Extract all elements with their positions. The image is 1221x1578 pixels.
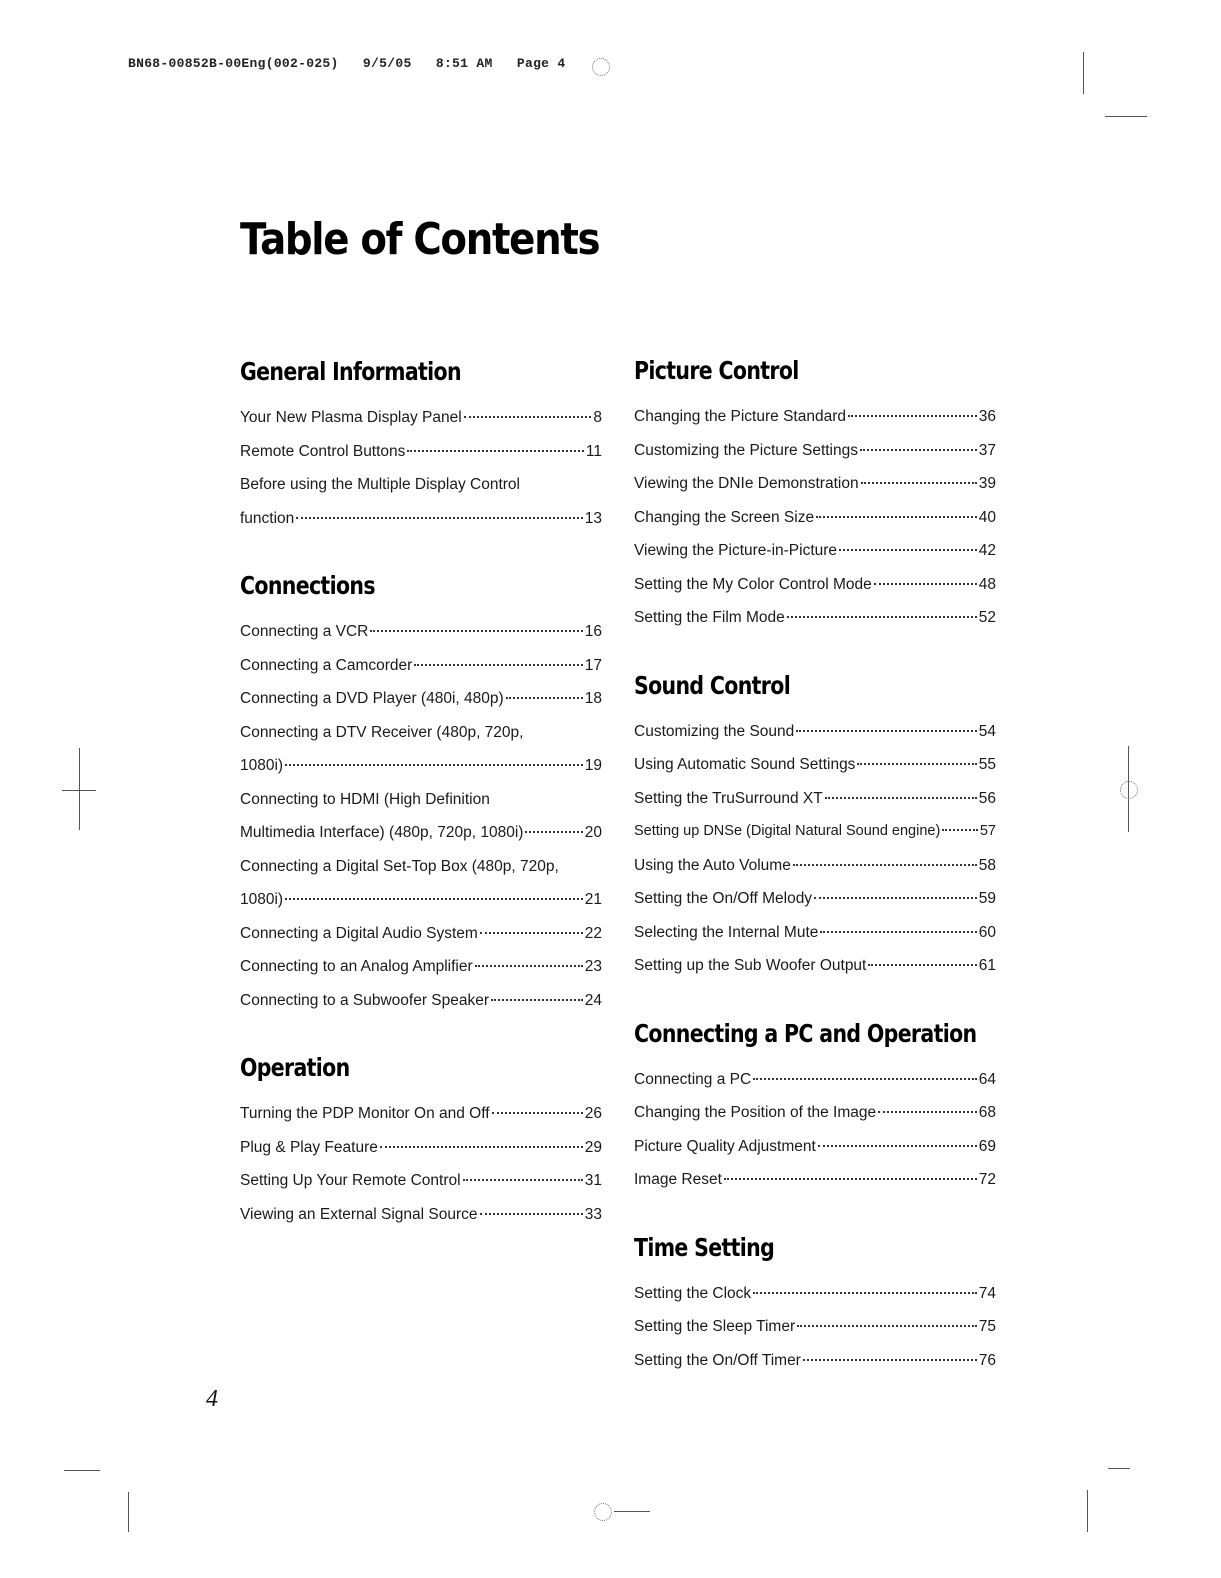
dot-leader xyxy=(414,664,582,666)
toc-entry xyxy=(634,882,996,916)
entry-page: 19 xyxy=(584,757,602,774)
entry-label: Changing the Screen Size xyxy=(634,508,815,526)
entry-page: 54 xyxy=(978,722,996,740)
toc-entry xyxy=(240,468,602,502)
entry-label: 1080i) xyxy=(240,757,284,774)
entry-page: 52 xyxy=(978,609,996,626)
toc-entry xyxy=(634,815,996,849)
crop-mark xyxy=(79,748,80,830)
entry-label: Changing the Picture Standard xyxy=(634,408,846,425)
crop-mark xyxy=(1083,52,1084,94)
registration-mark xyxy=(592,58,610,76)
dot-leader xyxy=(816,516,977,518)
toc-section xyxy=(634,1233,996,1378)
toc-section xyxy=(240,1053,602,1231)
toc-entry xyxy=(240,883,602,917)
toc-entry xyxy=(240,1097,602,1131)
section-heading: Picture Control xyxy=(634,356,799,385)
entry-label: Your New Plasma Display Panel xyxy=(240,409,462,426)
toc-entry xyxy=(634,949,996,983)
toc-entry xyxy=(634,916,996,950)
entry-label: Connecting to a Subwoofer Speaker xyxy=(240,991,490,1009)
crop-mark xyxy=(1087,1490,1088,1532)
entry-label: Viewing the DNIe Demonstration xyxy=(634,475,859,492)
entry-page: 24 xyxy=(584,991,602,1009)
toc-section xyxy=(634,671,996,983)
entry-page: 74 xyxy=(978,1284,996,1302)
crop-mark xyxy=(1105,116,1147,117)
entry-page: 26 xyxy=(584,1105,602,1122)
entry-page: 69 xyxy=(978,1137,996,1155)
dot-leader xyxy=(861,482,977,484)
dot-leader xyxy=(874,583,977,585)
toc-section xyxy=(634,1019,996,1197)
toc-section xyxy=(240,571,602,1017)
dot-leader xyxy=(724,1178,977,1180)
entry-label: Viewing the Picture-in-Picture xyxy=(634,542,838,559)
dot-leader xyxy=(480,1213,583,1215)
entry-page: 61 xyxy=(978,957,996,974)
toc-entry xyxy=(240,1198,602,1232)
entry-page: 13 xyxy=(584,509,602,527)
toc-right-column xyxy=(634,356,996,1413)
page-title: Table of Contents xyxy=(240,214,600,265)
toc-entry xyxy=(634,1163,996,1197)
entry-label: Connecting a DVD Player (480i, 480p) xyxy=(240,690,504,707)
dot-leader xyxy=(407,450,583,452)
entry-label: Turning the PDP Monitor On and Off xyxy=(240,1105,490,1122)
dot-leader xyxy=(285,898,583,900)
toc-entry xyxy=(240,615,602,649)
dot-leader xyxy=(793,864,977,866)
toc-entry xyxy=(240,749,602,783)
entry-label: Viewing an External Signal Source xyxy=(240,1205,478,1223)
entry-label: Connecting a Camcorder xyxy=(240,656,413,674)
dot-leader xyxy=(506,697,583,699)
dot-leader xyxy=(787,616,977,618)
entry-label: Setting the TruSurround XT xyxy=(634,789,823,807)
dot-leader xyxy=(825,797,977,799)
toc-entry xyxy=(634,1310,996,1344)
entry-label: Before using the Multiple Display Control xyxy=(240,476,520,493)
toc-entry xyxy=(634,534,996,568)
section-heading: Connections xyxy=(240,571,375,600)
toc-entry xyxy=(634,467,996,501)
entry-page: 29 xyxy=(584,1138,602,1156)
dot-leader xyxy=(492,1112,583,1114)
dot-leader xyxy=(480,932,583,934)
toc-entry xyxy=(240,816,602,850)
entry-label: Setting the On/Off Timer xyxy=(634,1351,801,1369)
entry-label: Changing the Position of the Image xyxy=(634,1104,877,1121)
entry-label: Connecting a PC xyxy=(634,1070,752,1088)
dot-leader xyxy=(525,831,582,833)
entry-label: Connecting to an Analog Amplifier xyxy=(240,958,473,975)
section-heading: Time Setting xyxy=(634,1232,775,1262)
toc-entry xyxy=(240,716,602,750)
entry-page: 23 xyxy=(584,958,602,975)
entry-label: Connecting a Digital Set-Top Box (480p, 720p, xyxy=(240,857,559,875)
toc-entry xyxy=(240,1131,602,1165)
toc-entry xyxy=(634,568,996,602)
entry-page: 64 xyxy=(978,1070,996,1088)
entry-page: 56 xyxy=(978,789,996,807)
entry-page: 8 xyxy=(593,409,602,426)
toc-entry xyxy=(240,682,602,716)
entry-label: Connecting a DTV Receiver (480p, 720p, xyxy=(240,723,524,741)
entry-page: 60 xyxy=(978,923,996,941)
entry-page: 22 xyxy=(584,924,602,942)
dot-leader xyxy=(803,1359,977,1361)
entry-label: Setting Up Your Remote Control xyxy=(240,1172,461,1189)
entry-page: 20 xyxy=(584,824,602,841)
entry-page: 31 xyxy=(584,1172,602,1189)
toc-entry xyxy=(634,400,996,434)
section-heading: General Information xyxy=(240,357,461,386)
dot-leader xyxy=(839,549,977,551)
entry-page: 68 xyxy=(978,1104,996,1121)
entry-label: 1080i) xyxy=(240,891,284,908)
dot-leader xyxy=(753,1292,977,1294)
toc-entry xyxy=(240,1164,602,1198)
entry-page: 37 xyxy=(978,441,996,459)
toc-entry xyxy=(240,984,602,1018)
dot-leader xyxy=(820,931,976,933)
toc-entry xyxy=(634,501,996,535)
entry-page: 75 xyxy=(978,1318,996,1335)
entry-label: Picture Quality Adjustment xyxy=(634,1137,816,1155)
entry-label: Customizing the Sound xyxy=(634,722,795,740)
entry-page: 48 xyxy=(978,575,996,593)
entry-page: 58 xyxy=(978,856,996,874)
crop-mark xyxy=(128,1492,129,1532)
registration-mark xyxy=(594,1503,612,1521)
toc-entry xyxy=(634,1344,996,1378)
entry-label: Customizing the Picture Settings xyxy=(634,441,858,459)
entry-label: Setting the Film Mode xyxy=(634,609,785,626)
dot-leader xyxy=(814,897,977,899)
entry-page: 17 xyxy=(584,656,602,674)
entry-label: Setting the Clock xyxy=(634,1284,752,1302)
entry-page: 11 xyxy=(585,442,602,460)
section-heading: Connecting a PC and Operation xyxy=(634,1018,977,1048)
entry-page: 72 xyxy=(978,1171,996,1188)
entry-page: 21 xyxy=(584,891,602,908)
entry-page: 59 xyxy=(978,890,996,907)
toc-entry xyxy=(634,715,996,749)
dot-leader xyxy=(463,1179,583,1181)
entry-label: Connecting a Digital Audio System xyxy=(240,924,478,942)
dot-leader xyxy=(848,415,977,417)
dot-leader xyxy=(818,1145,977,1147)
registration-mark xyxy=(1120,781,1138,799)
crop-mark xyxy=(62,790,96,791)
entry-page: 16 xyxy=(584,623,602,640)
entry-label: Using the Auto Volume xyxy=(634,856,791,874)
toc-entry xyxy=(634,601,996,635)
toc-entry xyxy=(240,649,602,683)
dot-leader xyxy=(491,999,583,1001)
entry-label: Connecting a VCR xyxy=(240,623,369,640)
entry-page: 40 xyxy=(978,508,996,526)
dot-leader xyxy=(942,829,978,831)
toc-section xyxy=(634,356,996,635)
entry-page: 57 xyxy=(979,823,996,839)
entry-label: Setting up DNSe (Digital Natural Sound engine) xyxy=(634,823,941,839)
section-heading: Sound Control xyxy=(634,670,791,700)
entry-label: Multimedia Interface) (480p, 720p, 1080i) xyxy=(240,824,524,841)
toc-entry xyxy=(634,1130,996,1164)
entry-page: 55 xyxy=(978,756,996,773)
entry-page: 18 xyxy=(584,690,602,707)
section-heading: Operation xyxy=(240,1053,350,1082)
entry-page: 39 xyxy=(978,475,996,492)
toc-entry xyxy=(240,950,602,984)
entry-page: 42 xyxy=(978,542,996,559)
toc-entry xyxy=(634,782,996,816)
entry-label: Setting up the Sub Woofer Output xyxy=(634,957,867,974)
dot-leader xyxy=(475,965,583,967)
dot-leader xyxy=(753,1078,977,1080)
dot-leader xyxy=(860,449,977,451)
toc-entry xyxy=(240,850,602,884)
print-slug: BN68-00852B-00Eng(002-025) 9/5/05 8:51 AM Page 4 xyxy=(128,56,566,71)
entry-label: Setting the My Color Control Mode xyxy=(634,575,872,593)
dot-leader xyxy=(878,1111,977,1113)
crop-mark xyxy=(64,1470,100,1471)
toc-entry xyxy=(240,435,602,469)
dot-leader xyxy=(868,964,976,966)
entry-label: Remote Control Buttons xyxy=(240,442,406,460)
dot-leader xyxy=(857,763,976,765)
dot-leader xyxy=(296,517,582,519)
dot-leader xyxy=(285,764,583,766)
toc-entry xyxy=(240,502,602,536)
toc-entry xyxy=(634,1063,996,1097)
entry-label: Image Reset xyxy=(634,1171,722,1188)
entry-label: Setting the Sleep Timer xyxy=(634,1318,796,1335)
toc-entry xyxy=(240,917,602,951)
dot-leader xyxy=(796,730,976,732)
toc-entry xyxy=(634,748,996,782)
entry-label: Plug & Play Feature xyxy=(240,1138,378,1156)
entry-label: Connecting to HDMI (High Definition xyxy=(240,790,490,808)
dot-leader xyxy=(380,1146,583,1148)
dot-leader xyxy=(797,1325,977,1327)
crop-mark xyxy=(1108,1468,1130,1469)
toc-entry xyxy=(240,401,602,435)
entry-page: 76 xyxy=(978,1351,996,1369)
toc-entry xyxy=(634,1277,996,1311)
entry-label: Selecting the Internal Mute xyxy=(634,923,819,941)
entry-page: 36 xyxy=(978,408,996,425)
toc-entry xyxy=(240,783,602,817)
entry-label: Setting the On/Off Melody xyxy=(634,890,813,907)
entry-page: 33 xyxy=(584,1205,602,1223)
dot-leader xyxy=(370,630,582,632)
toc-entry xyxy=(634,1096,996,1130)
toc-section xyxy=(240,357,602,535)
entry-label: Using Automatic Sound Settings xyxy=(634,756,856,773)
toc-left-column xyxy=(240,357,602,1267)
dot-leader xyxy=(464,416,592,418)
toc-entry xyxy=(634,434,996,468)
crop-mark xyxy=(614,1511,650,1512)
entry-label: function xyxy=(240,509,295,527)
toc-entry xyxy=(634,849,996,883)
page-number: 4 xyxy=(206,1386,218,1412)
